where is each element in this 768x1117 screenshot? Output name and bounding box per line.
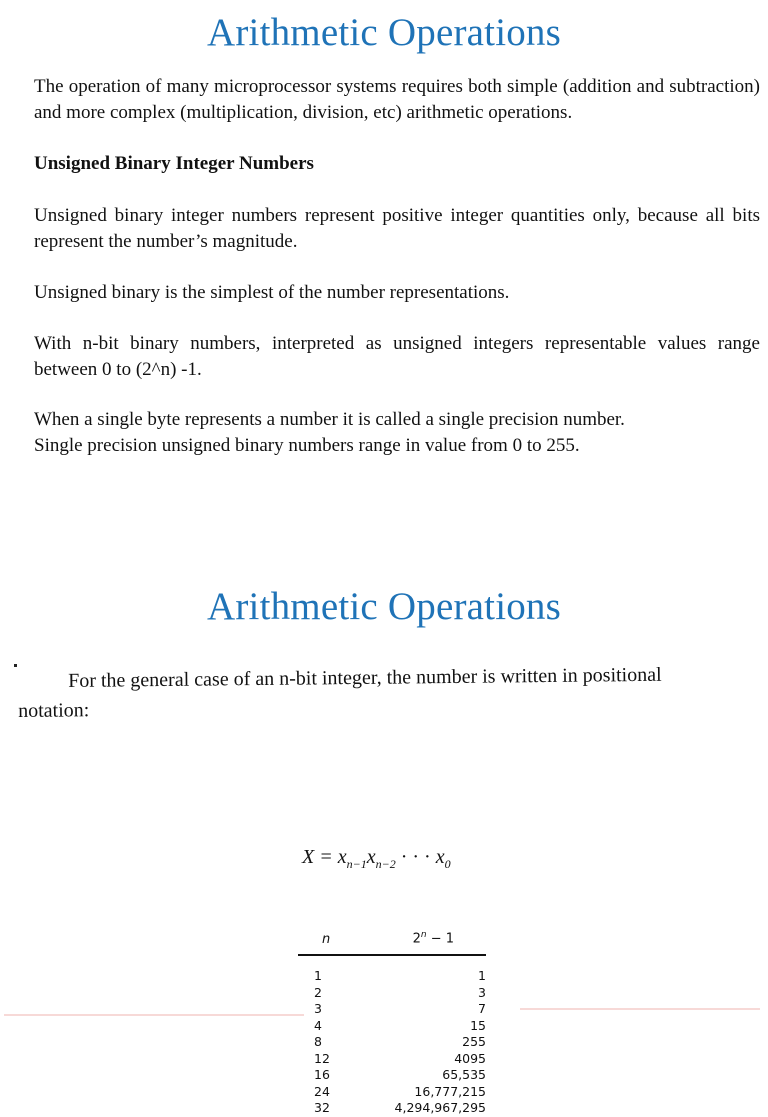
header-n: n — [322, 932, 331, 947]
slide-2-title: Arithmetic Operations — [206, 585, 562, 628]
row-max-value: 255 — [462, 1034, 486, 1049]
table-row — [298, 1100, 488, 1117]
paragraph-range: With n-bit binary numbers, interpreted as unsigned integers representable values range between 0 to (2^n) -1. — [34, 333, 760, 380]
row-n: 32 — [314, 1100, 330, 1115]
paragraph-simplest: Unsigned binary is the simplest of the number representations. — [34, 282, 510, 303]
row-n: 4 — [314, 1017, 322, 1033]
row-max-value: 1 — [478, 968, 486, 983]
paragraph-single-precision: When a single byte represents a number it is called a single precision number. — [34, 409, 625, 430]
table-row — [298, 1067, 488, 1084]
row-max-value: 4,294,967,295 — [394, 1100, 486, 1115]
row-max-value: 4095 — [454, 1050, 486, 1066]
scan-text-line-1: For the general case of an n-bit integer, the number is written in positional — [68, 663, 662, 692]
row-max-value: 3 — [478, 984, 486, 1000]
row-n: 24 — [314, 1083, 330, 1099]
row-n: 2 — [314, 984, 322, 1000]
row-n: 16 — [314, 1067, 330, 1082]
paragraph-magnitude: Unsigned binary integer numbers represent positive integer quantities only, because all bits represent the number’s magnitude. — [34, 205, 760, 252]
row-n: 1 — [314, 968, 322, 983]
scan-text-line-2: notation: — [18, 699, 90, 722]
section-heading: Unsigned Binary Integer Numbers — [34, 153, 314, 174]
scan-speck — [14, 664, 17, 667]
slide-1 — [0, 0, 768, 512]
table-row — [298, 1018, 488, 1035]
table-row — [298, 985, 488, 1002]
row-n: 12 — [314, 1050, 330, 1066]
table-row — [298, 1084, 488, 1101]
intro-paragraph: The operation of many microprocessor systems requires both simple (addition and subtraction) and more complex (multiplication, division, etc) arithmetic operations. — [34, 76, 760, 123]
paragraph-single-precision-range: Single precision unsigned binary numbers range in value from 0 to 255. — [34, 435, 580, 456]
table-row — [298, 968, 488, 985]
slide-1-title: Arithmetic Operations — [206, 11, 562, 54]
header-max-value: $2^n - 1$ — [412, 930, 454, 947]
positional-notation-formula: $X = x_{n-1}x_{n-2}$ · · · $x_0$ — [302, 846, 451, 871]
scan-smudge — [520, 1008, 760, 1010]
table-body — [298, 968, 488, 1117]
row-max-value: 16,777,215 — [414, 1083, 486, 1099]
scanned-excerpt — [0, 656, 768, 1115]
formula-lhs: X = x — [302, 846, 347, 868]
table-header — [298, 928, 488, 950]
table-row — [298, 1034, 488, 1051]
scan-smudge — [4, 1014, 304, 1016]
slide-2 — [0, 560, 768, 1115]
table-row — [298, 1051, 488, 1068]
row-max-value: 65,535 — [442, 1067, 486, 1082]
row-n: 3 — [314, 1001, 322, 1016]
row-max-value: 15 — [470, 1017, 486, 1033]
row-max-value: 7 — [478, 1001, 486, 1016]
row-n: 8 — [314, 1034, 322, 1049]
range-table — [298, 928, 488, 1115]
table-header-rule — [298, 954, 486, 956]
table-row — [298, 1001, 488, 1018]
